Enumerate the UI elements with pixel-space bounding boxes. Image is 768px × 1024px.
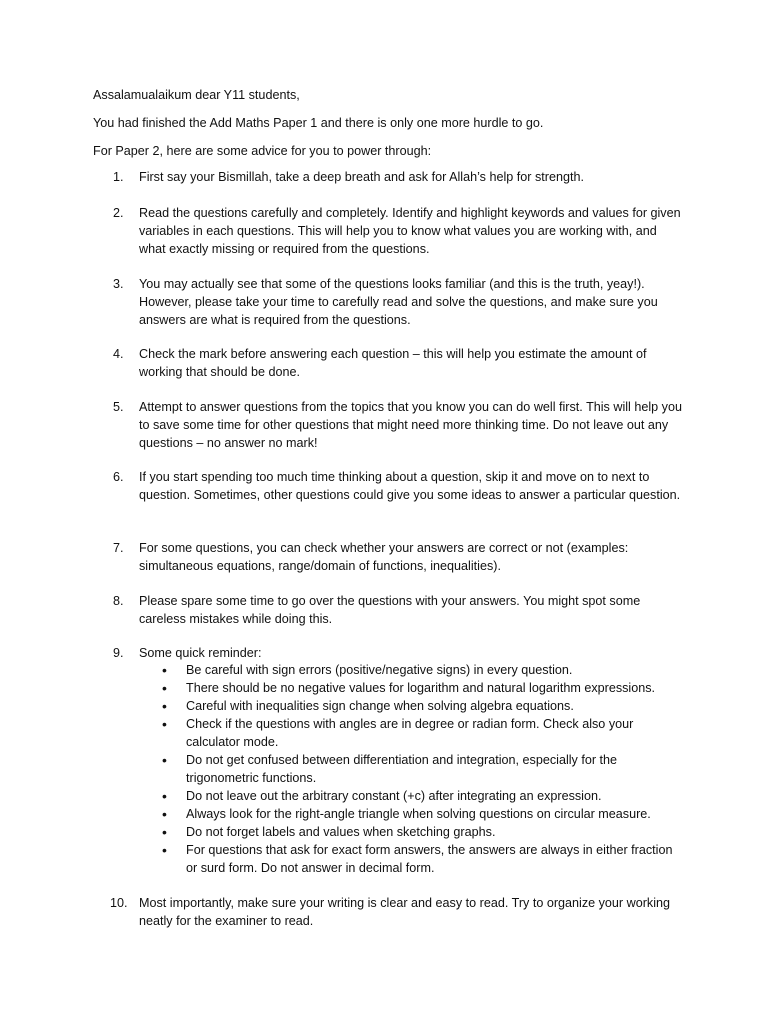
bullet-icon: •	[162, 716, 167, 732]
list-item-number: 2.	[113, 206, 124, 220]
reminder-item: Be careful with sign errors (positive/negative signs) in every question.	[186, 663, 573, 677]
lead-paragraph: For Paper 2, here are some advice for you to power through:	[93, 144, 432, 158]
list-item-text: Some quick reminder:	[139, 646, 262, 660]
reminder-item: Check if the questions with angles are in degree or radian form. Check also your calculator mode.	[186, 717, 634, 749]
bullet-icon: •	[162, 752, 167, 768]
list-item-text: For some questions, you can check whether your answers are correct or not (examples: simultaneous equations, range/domain of functions, inequalities).	[139, 541, 629, 573]
reminder-item: Do not get confused between differentiation and integration, especially for the trigonometric functions.	[186, 753, 618, 785]
list-item-text: You may actually see that some of the questions looks familiar (and this is the truth, yeay!). However, please take your time to carefully read and solve the questions, and make sure you answers are what is required from the questions.	[139, 277, 658, 327]
bullet-icon: •	[162, 788, 167, 804]
reminder-item: Always look for the right-angle triangle when solving questions on circular measure.	[186, 807, 651, 821]
list-item-text: Most importantly, make sure your writing is clear and easy to read. Try to organize your working neatly for the examiner to read.	[139, 896, 671, 928]
bullet-icon: •	[162, 806, 167, 822]
list-item-text: Check the mark before answering each question – this will help you estimate the amount of working that should be done.	[139, 347, 647, 379]
list-item-number: 9.	[113, 646, 124, 660]
list-item-number: 4.	[113, 347, 124, 361]
bullet-icon: •	[162, 680, 167, 696]
list-item-text: Please spare some time to go over the questions with your answers. You might spot some careless mistakes while doing this.	[139, 594, 641, 626]
intro-paragraph: You had finished the Add Maths Paper 1 and there is only one more hurdle to go.	[93, 116, 544, 130]
reminder-item: Careful with inequalities sign change when solving algebra equations.	[186, 699, 574, 713]
list-item-number: 6.	[113, 470, 124, 484]
bullet-icon: •	[162, 824, 167, 840]
bullet-icon: •	[162, 698, 167, 714]
list-item-text: Attempt to answer questions from the topics that you know you can do well first. This will help you to save some time for other questions that might need more thinking time. Do not leave out any questions – no answer no mark!	[139, 400, 682, 450]
list-item-number: 5.	[113, 400, 124, 414]
list-item-text: First say your Bismillah, take a deep breath and ask for Allah’s help for strength.	[139, 170, 584, 184]
list-item-text: Read the questions carefully and completely. Identify and highlight keywords and values for given variables in each questions. This will help you to know what values you are working with, and what exactly missing or required from the questions.	[139, 206, 681, 256]
bullet-icon: •	[162, 842, 167, 858]
reminder-item: There should be no negative values for logarithm and natural logarithm expressions.	[186, 681, 656, 695]
list-item-number: 7.	[113, 541, 124, 555]
list-item-number: 8.	[113, 594, 124, 608]
reminder-item: Do not forget labels and values when sketching graphs.	[186, 825, 496, 839]
reminder-item: For questions that ask for exact form answers, the answers are always in either fraction or surd form. Do not answer in decimal form.	[186, 843, 673, 875]
list-item-number: 10.	[110, 896, 128, 910]
reminder-item: Do not leave out the arbitrary constant (+c) after integrating an expression.	[186, 789, 602, 803]
bullet-icon: •	[162, 662, 167, 678]
greeting: Assalamualaikum dear Y11 students,	[93, 88, 300, 102]
list-item-number: 3.	[113, 277, 124, 291]
list-item-text: If you start spending too much time thinking about a question, skip it and move on to next to question. Sometimes, other questions could give you some ideas to answer a particular question.	[139, 470, 681, 502]
list-item-number: 1.	[113, 170, 124, 184]
